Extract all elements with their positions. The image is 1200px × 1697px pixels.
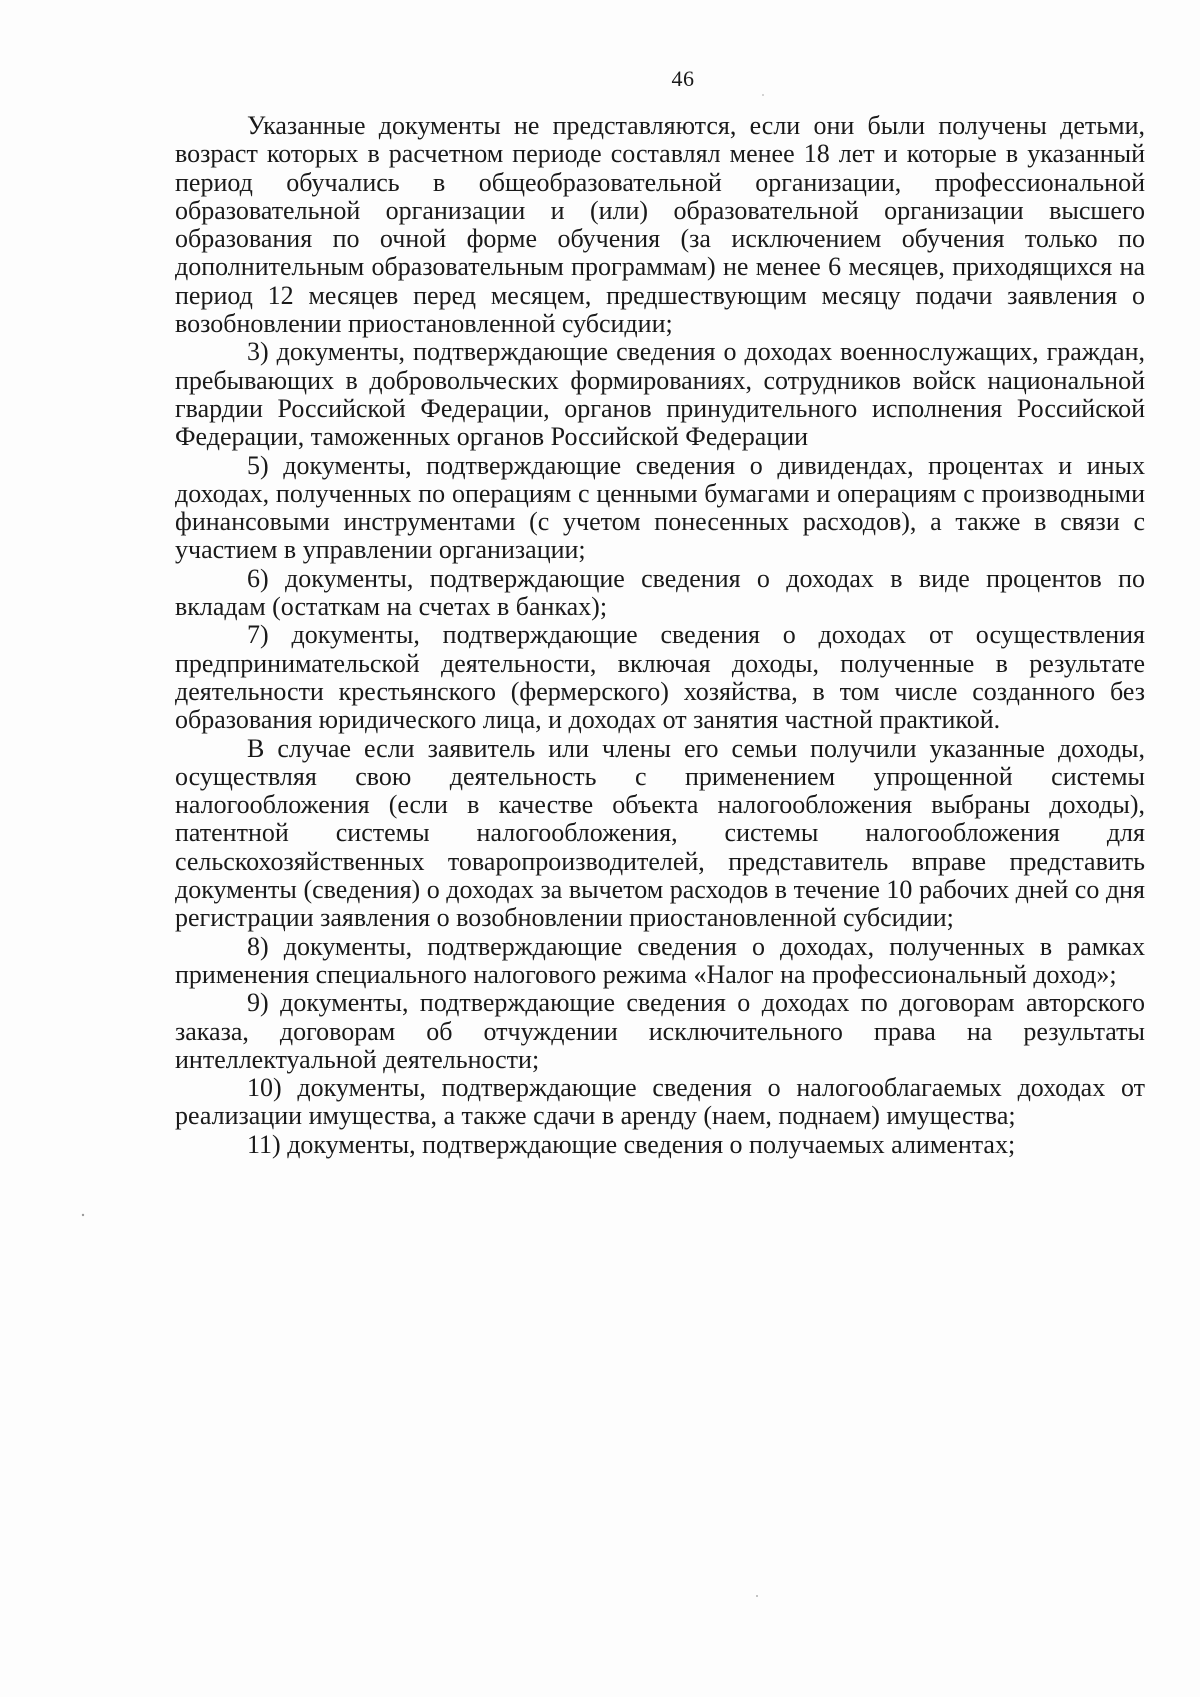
paragraph-simplified-tax-note: В случае если заявитель или члены его семьи получили указанные доходы, осуществляя свою деятельность с применением упрощенной системы налогообложения (если в качестве объекта налогообложения выбраны доходы), патентной системы налогообложения, системы налогообложения для сельскохозяйственных товаропроизводителей, представитель вправе представить документы (сведения) о доходах за вычетом расходов в течение 10 рабочих дней со дня регистрации заявления о возобновлении приостановленной субсидии; (175, 733, 1145, 933)
page-number: 46 (671, 66, 695, 91)
paragraph-item-5: 5) документы, подтверждающие сведения о дивидендах, процентах и иных доходах, полученных по операциям с ценными бумагами и операциям с производными финансовыми инструментами (с учетом понесенных расходов), а также в связи с участием в управлении организации; (175, 450, 1145, 565)
document-body (175, 112, 1145, 1159)
paragraph-item-10: 10) документы, подтверждающие сведения о налогооблагаемых доходах от реализации имущества, а также сдачи в аренду (наем, поднаем) имущества; (175, 1073, 1145, 1131)
paragraph-item-6: 6) документы, подтверждающие сведения о доходах в виде процентов по вкладам (остаткам на счетах в банках); (175, 563, 1145, 622)
paragraph-item-3: 3) документы, подтверждающие сведения о доходах военнослужащих, граждан, пребывающих в добровольческих формированиях, сотрудников войск национальной гвардии Российской Федерации, органов принудительного исполнения Российской Федерации, таможенных органов Российской Федерации (175, 337, 1145, 452)
paragraph-exemption-note: Указанные документы не представляются, если они были получены детьми, возраст которых в расчетном периоде составлял менее 18 лет и которые в указанный период обучались в общеобразовательной организации, профессиональной образовательной организации и (или) образовательной организации высшего образования по очной форме обучения (за исключением обучения только по дополнительным образовательным программам) не менее 6 месяцев, приходящихся на период 12 месяцев перед месяцем, предшествующим месяцу подачи заявления о возобновлении приостановленной субсидии; (175, 111, 1145, 339)
paragraph-item-8: 8) документы, подтверждающие сведения о доходах, полученных в рамках применения специального налогового режима «Налог на профессиональный доход»; (175, 931, 1145, 989)
scan-speck (82, 1214, 84, 1216)
scan-speck (762, 94, 764, 96)
scan-speck (756, 1595, 758, 1597)
paragraph-item-9: 9) документы, подтверждающие сведения о доходах по договорам авторского заказа, договорам об отчуждении исключительного права на результаты интеллектуальной деятельности; (175, 988, 1145, 1074)
paragraph-item-11: 11) документы, подтверждающие сведения о получаемых алиментах; (247, 1129, 1016, 1159)
paragraph-item-7: 7) документы, подтверждающие сведения о доходах от осуществления предпринимательской деятельности, включая доходы, полученные в результате деятельности крестьянского (фермерского) хозяйства, в том числе созданного без образования юридического лица, и доходах от занятия частной практикой. (175, 620, 1145, 735)
